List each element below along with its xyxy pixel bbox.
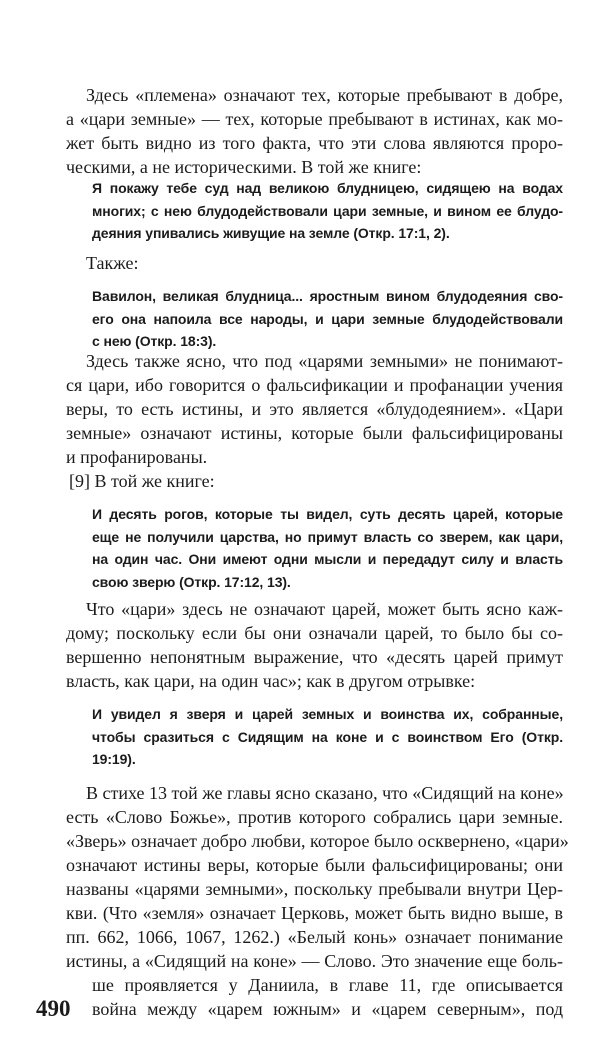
- text-line: земные» означают истины, которые были фальсифицированы: [66, 423, 563, 443]
- text-line: дому; поскольку если бы они означали царей, то было бы со-: [66, 623, 563, 643]
- paragraph: [66, 251, 563, 275]
- text-line: кви. (Что «земля» означает Церковь, может быть видно выше, в: [66, 903, 563, 923]
- scripture-quote: [92, 285, 563, 353]
- text-line: власть, как цари, на один час»; как в другом отрывке:: [66, 671, 476, 691]
- text-line: истины, а «Сидящий на коне» — Слово. Это значение еще боль-: [66, 951, 563, 971]
- paragraph: [66, 349, 563, 493]
- text-line: Вавилон, великая блудница... яростным вином блудодеяния сво-: [92, 288, 563, 304]
- text-line: И десять рогов, которые ты видел, суть десять царей, которые: [92, 506, 563, 522]
- text-line: веры, то есть истины, и это является «блудодеянием». «Цари: [66, 399, 563, 419]
- text-line: а «цари земные» — тех, которые пребывают в истинах, как мо-: [66, 109, 563, 129]
- text-line: Также:: [86, 253, 139, 273]
- page-number: 490: [36, 996, 71, 1021]
- text-line: и профанированы.: [66, 447, 208, 467]
- text-line: означают истины веры, которые были фальсифицированы; они: [66, 855, 563, 875]
- text-line: с нею (Откр. 18:3).: [92, 333, 217, 349]
- text-line: его она напоила все народы, и цари земные блудодействовали: [92, 310, 563, 327]
- text-line: Я покажу тебе суд над великою блудницею, сидящею на водах: [92, 180, 563, 196]
- text-line: 19:19).: [92, 751, 136, 767]
- text-line: Что «цари» здесь не означают царей, может быть ясно каж-: [86, 599, 563, 619]
- scripture-quote: [92, 177, 563, 245]
- text-line: деяния упивались живущие на земле (Откр. 17:1, 2).: [92, 225, 450, 241]
- paragraph: [66, 83, 563, 179]
- text-line: пп. 662, 1066, 1067, 1262.) «Белый конь» означает понимание: [66, 927, 563, 947]
- text-line: Здесь также ясно, что под «царями земными» не понимают-: [86, 351, 563, 371]
- text-line: [9] В той же книге:: [69, 471, 215, 491]
- text-line: вершенно непонятным выражение, что «десять царей примут: [66, 647, 563, 667]
- text-line: ся цари, ибо говорится о фальсификации и профанации учения: [66, 375, 563, 395]
- paragraph: [66, 597, 563, 693]
- paragraph: [66, 781, 569, 1021]
- text-line: ше проявляется у Даниила, в главе 11, где описывается: [92, 975, 563, 995]
- text-line: свою зверю (Откр. 17:12, 13).: [92, 573, 291, 590]
- scripture-quote: [92, 703, 563, 771]
- text-line: еще не получили царства, но примут власть со зверем, как цари,: [92, 528, 563, 545]
- text-line: на один час. Они имеют одни мысли и передадут силу и власть: [92, 551, 563, 567]
- text-line: война между «царем южным» и «царем северным», под: [92, 999, 563, 1019]
- text-line: чтобы сразиться с Сидящим на коне и с воинством Его (Откр.: [92, 728, 563, 745]
- text-line: ческими, а не историческими. В той же книге:: [66, 157, 422, 177]
- text-line: Здесь «племена» означают тех, которые пребывают в добре,: [86, 85, 563, 105]
- text-line: «Зверь» означает добро любви, которое было осквернено, «цари»: [66, 831, 569, 851]
- scripture-quote: [92, 503, 563, 593]
- text-line: жет быть видно из того факта, что эти слова являются проро-: [66, 133, 563, 153]
- text-line: есть «Слово Божье», против которого собрались цари земные.: [66, 807, 563, 827]
- text-line: И увидел я зверя и царей земных и воинства их, собранные,: [92, 706, 563, 722]
- text-line: В стихе 13 той же главы ясно сказано, что «Сидящий на коне»: [86, 783, 564, 803]
- text-line: названы «царями земными», поскольку пребывали внутри Цер-: [66, 879, 563, 899]
- text-line: многих; с нею блудодействовали цари земные, и вином ее блудо-: [92, 202, 563, 219]
